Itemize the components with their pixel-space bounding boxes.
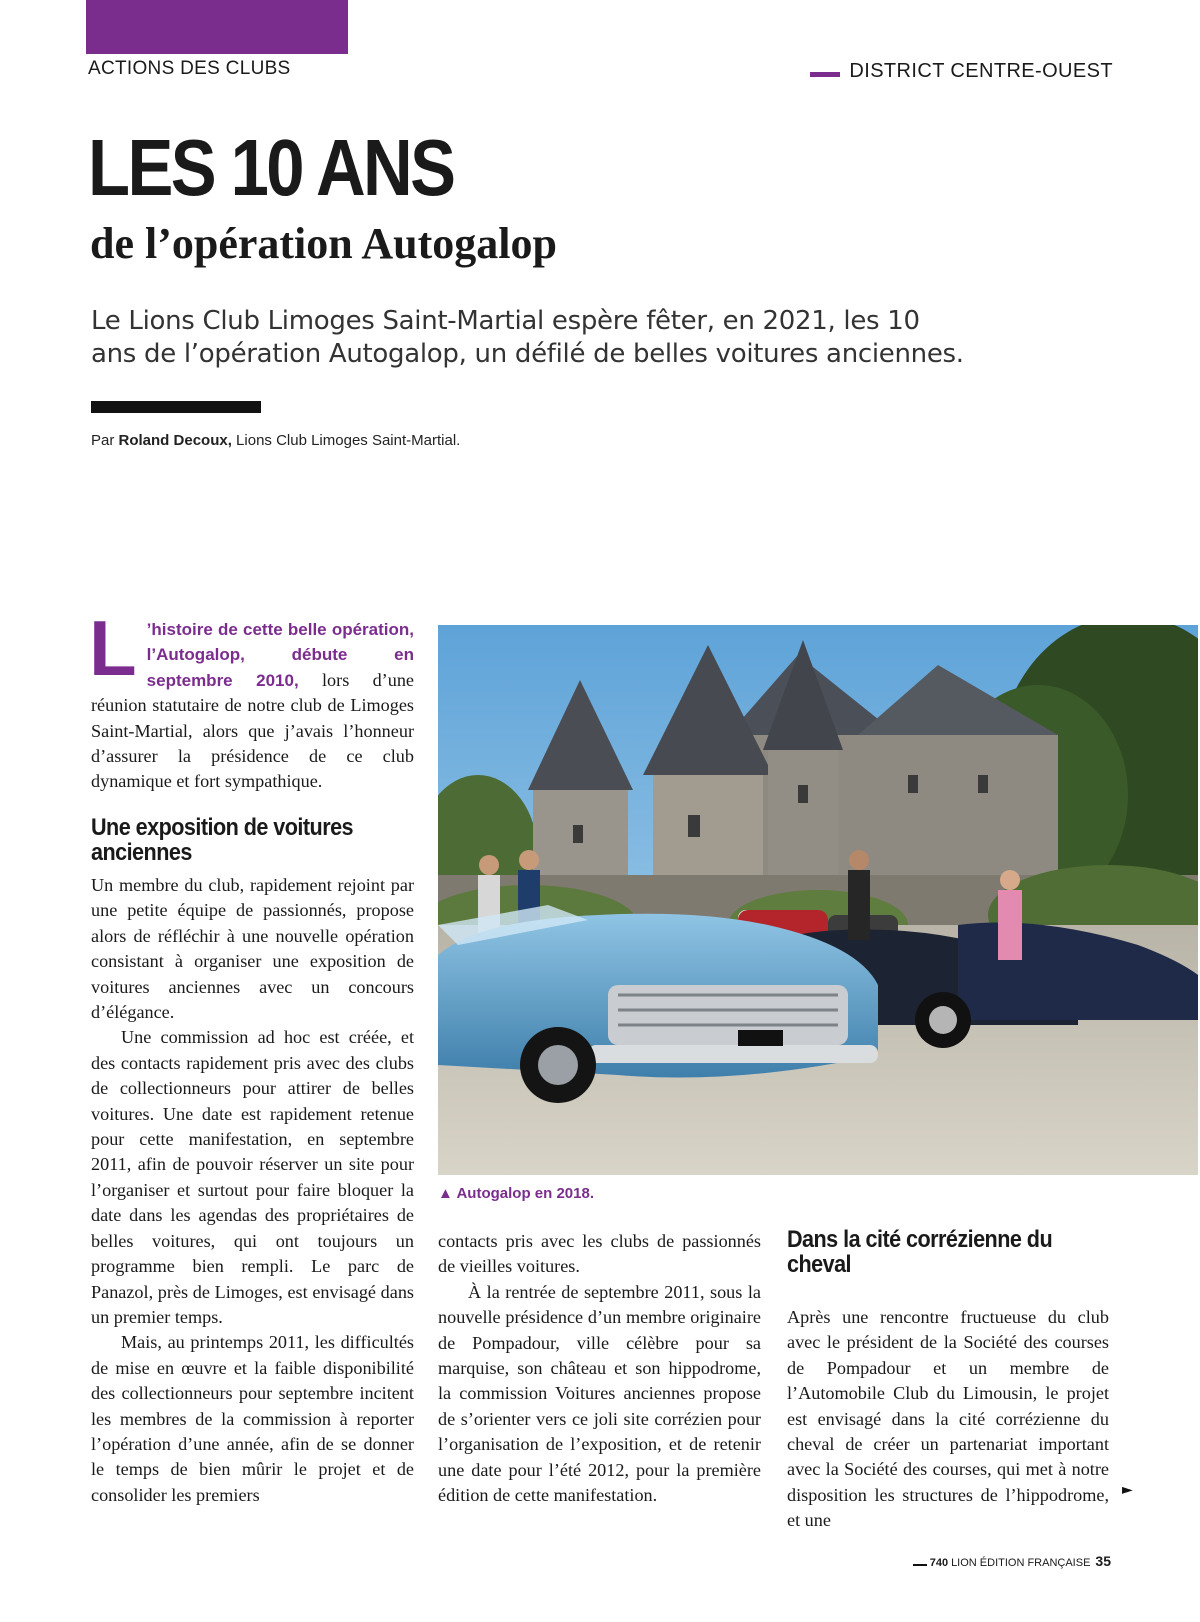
issue-number: 740 — [929, 1557, 949, 1569]
section-label: ACTIONS DES CLUBS — [88, 58, 291, 79]
photo-illustration — [438, 625, 1198, 1175]
byline — [91, 432, 460, 449]
column-2-body — [438, 1229, 761, 1508]
continue-arrow-icon: ► — [1122, 1482, 1133, 1498]
intro-paragraph — [89, 604, 414, 795]
photo-caption: ▲ Autogalop en 2018. — [438, 1185, 594, 1202]
paragraph-1: Un membre du club, rapidement rejoint par une petite équipe de passionnés, propose alors de réfléchir à une nouvelle opération consistant à organiser une exposition de voitures anciennes avec un concours d’élégance. — [91, 875, 414, 1023]
intro-bold: ’histoire de cette belle opération, l’Autogalop, débute en septembre 2010, — [146, 620, 414, 690]
byline-prefix: Par — [91, 432, 115, 449]
byline-author: Roland Decoux, — [118, 432, 232, 449]
article-subtitle: de l’opération Autogalop — [90, 219, 557, 268]
page-footer — [913, 1553, 1111, 1569]
photo-autogalop-2018 — [438, 625, 1198, 1175]
paragraph-3: Mais, au printemps 2011, les difficultés de mise en œuvre et la faible disponibilité des collectionneurs pour septembre incitent les membres de la commission à reporter l’opération d’une année, afin de se donner le temps de bien mûrir le projet et de consolider les premiers — [91, 1332, 414, 1505]
district-label — [810, 60, 1113, 83]
intro-text: lors d’une réunion statutaire de notre club de Limoges Saint-Martial, alors que j’avais l’honneur d’assurer la présidence de ce club dynamique et fort sympathique. — [91, 669, 414, 792]
district-text: DISTRICT CENTRE-OUEST — [849, 60, 1113, 82]
magazine-name: LION ÉDITION FRANÇAISE — [951, 1557, 1091, 1569]
paragraph-4: contacts pris avec les clubs de passionnés de vieilles voitures. — [438, 1231, 761, 1277]
column-1-body — [91, 873, 414, 1508]
paragraph-5: À la rentrée de septembre 2011, sous la nouvelle présidence d’un membre originaire de Pompadour, ville célèbre pour sa marquise, son château et son hippodrome, la commission Voitures anciennes propose de s’orienter vers ce joli site corrézien pour l’organisation de l’exposition, et de retenir une date pour l’été 2012, pour la première édition de cette manifestation. — [438, 1281, 761, 1506]
footer-dash — [913, 1564, 927, 1566]
heading-cite-text: Dans la cité corrézienne du cheval — [787, 1226, 1053, 1278]
page-number: 35 — [1095, 1553, 1111, 1569]
heading-cite — [787, 1227, 1084, 1277]
heading-exposition-text: Une exposition de voitures anciennes — [91, 814, 354, 866]
column-3-body — [787, 1305, 1109, 1534]
lead-divider — [91, 401, 261, 413]
heading-exposition — [91, 815, 397, 865]
article-lead: Le Lions Club Limoges Saint-Martial espère fêter, en 2021, les 10 ans de l’opération Autogalop, un défilé de belles voitures anciennes. — [91, 306, 964, 369]
paragraph-6: Après une rencontre fructueuse du club avec le président de la Société des courses de Pompadour et un membre de l’Automobile Club du Limousin, le projet est envisagé dans la cité corrézienne du cheval de créer un partenariat important avec la Société des courses, qui met à notre disposition les structures de l’hippodrome, et une — [787, 1307, 1109, 1531]
section-color-bar — [86, 0, 348, 54]
article-title: LES 10 ANS — [88, 123, 454, 212]
paragraph-2: Une commission ad hoc est créée, et des contacts rapidement pris avec des clubs de collectionneurs pour attirer de belles voitures. Une date est rapidement retenue pour cette manifestation, en septembre 2011, afin de pouvoir réserver un site pour l’organiser et surtout pour faire bloquer la date dans les agendas des propriétaires de belles voitures, qui ont toujours un programme bien rempli. Le parc de Panazol, près de Limoges, est envisagé dans un premier temps. — [91, 1027, 414, 1327]
byline-club: Lions Club Limoges Saint-Martial. — [236, 432, 461, 449]
drop-cap: L — [89, 604, 137, 692]
district-dash — [810, 72, 840, 77]
